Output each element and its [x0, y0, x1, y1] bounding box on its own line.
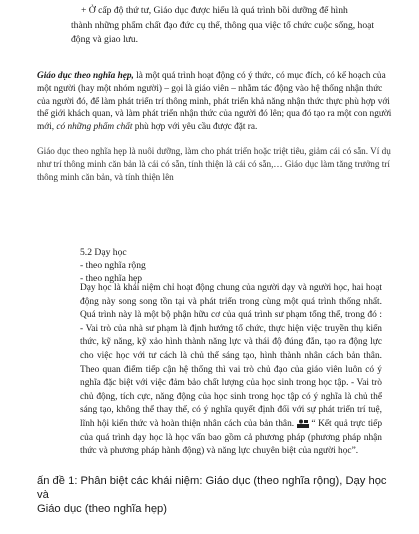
reader-icon [297, 419, 309, 428]
section-item-narrow: - theo nghĩa hẹp [80, 273, 143, 284]
teaching-body-quote: “ Kết quả trực tiếp của quá trình dạy học là học vấn bao gồm cả phương pháp (phương pháp nhận thức và phương pháp hành động) và năng lực chuyên biệt của người học”. [80, 418, 383, 457]
paragraph-narrow-definition [37, 70, 393, 134]
teaching-body-main: Dạy học là khái niệm chỉ hoạt động chung của người dạy và người học, hai hoạt động này song song tồn tại và phát triển trong cùng một quá trình thống nhất. Quá trình này là một bộ phận hữu cơ của quá trình sư phạm tổng thể, trong đó : - Vai trò của nhà sư phạm là định hướng tổ chức, thực hiện việc truyền thụ kiến thức, kỹ năng, kỹ xảo hình thành năng lực và thái độ đúng đắn, tạo ra động lực cho việc học với tư cách là chủ thể sáng tạo, hình thành nhân cách bản thân. Theo quan điểm tiếp cận hệ thống thì vai trò chủ đạo của giáo viên luôn có ý nghĩa đặc biệt với việc đảm bảo chất lượng của học sinh trong học tập. - Vai trò chủ động, tích cực, năng động của học sinh trong học tập có ý nghĩa là chủ thể sáng tạo, không thể thay thế, có ý nghĩa quyết định đối với sự phát triển trí tuệ, lĩnh hội kiến thức và hoàn thiện nhân cách của bản thân. [80, 283, 382, 429]
question-footer [37, 474, 397, 516]
paragraph-intro-lead: + Ở cấp độ thứ tư, Giáo dục được hiểu là quá trình bồi dưỡng để hình [81, 5, 348, 16]
paragraph-narrow-example: Giáo dục theo nghĩa hẹp là nuôi dưỡng, làm cho phát triển hoặc triệt tiêu, giảm cái có sẵn. Ví dụ như trí thông minh căn bản là cái có sẵn, tính thiện là cái có sẵn,… Giáo dục làm tăng trưởng trí thông minh căn bản, và tính thiện lên [37, 146, 391, 182]
term-narrow-education: Giáo dục theo nghĩa hẹp, [37, 71, 134, 81]
question-footer-line-1: ấn đề 1: Phân biệt các khái niệm: Giáo dục (theo nghĩa rộng), Dạy học và [37, 475, 387, 501]
paragraph-narrow-text-2: phù hợp với yêu cầu được đặt ra. [132, 122, 258, 133]
section-teaching [80, 246, 380, 285]
section-title: 5.2 Dạy học [80, 247, 127, 258]
paragraph-narrow-text-1: là một quá trình hoạt động có ý thức, có mục đích, có kế hoạch của một người (hay một nhóm người) – gọi là giáo viên – nhằm tác động vào hệ thống nhận thức của người đó, để làm phát triển trí thông minh, phát triển khả năng nhận thức thực phù hợp với thế giới khách quan, và làm phát triển nhận thức của người đó lên; qua đó tạo ra một con người mới, [37, 71, 392, 133]
section-item-broad: - theo nghĩa rộng [80, 260, 146, 271]
paragraph-intro [71, 4, 391, 48]
paragraph-narrow-emphasis: có những phẩm chất [56, 122, 133, 133]
paragraph-intro-rest: thành những phẩm chất đạo đức cụ thể, thông qua việc tổ chức cuộc sống, hoạt động và giao lưu. [71, 19, 375, 45]
teaching-body [80, 282, 382, 459]
question-footer-line-2: Giáo dục (theo nghĩa hẹp) [37, 503, 167, 515]
